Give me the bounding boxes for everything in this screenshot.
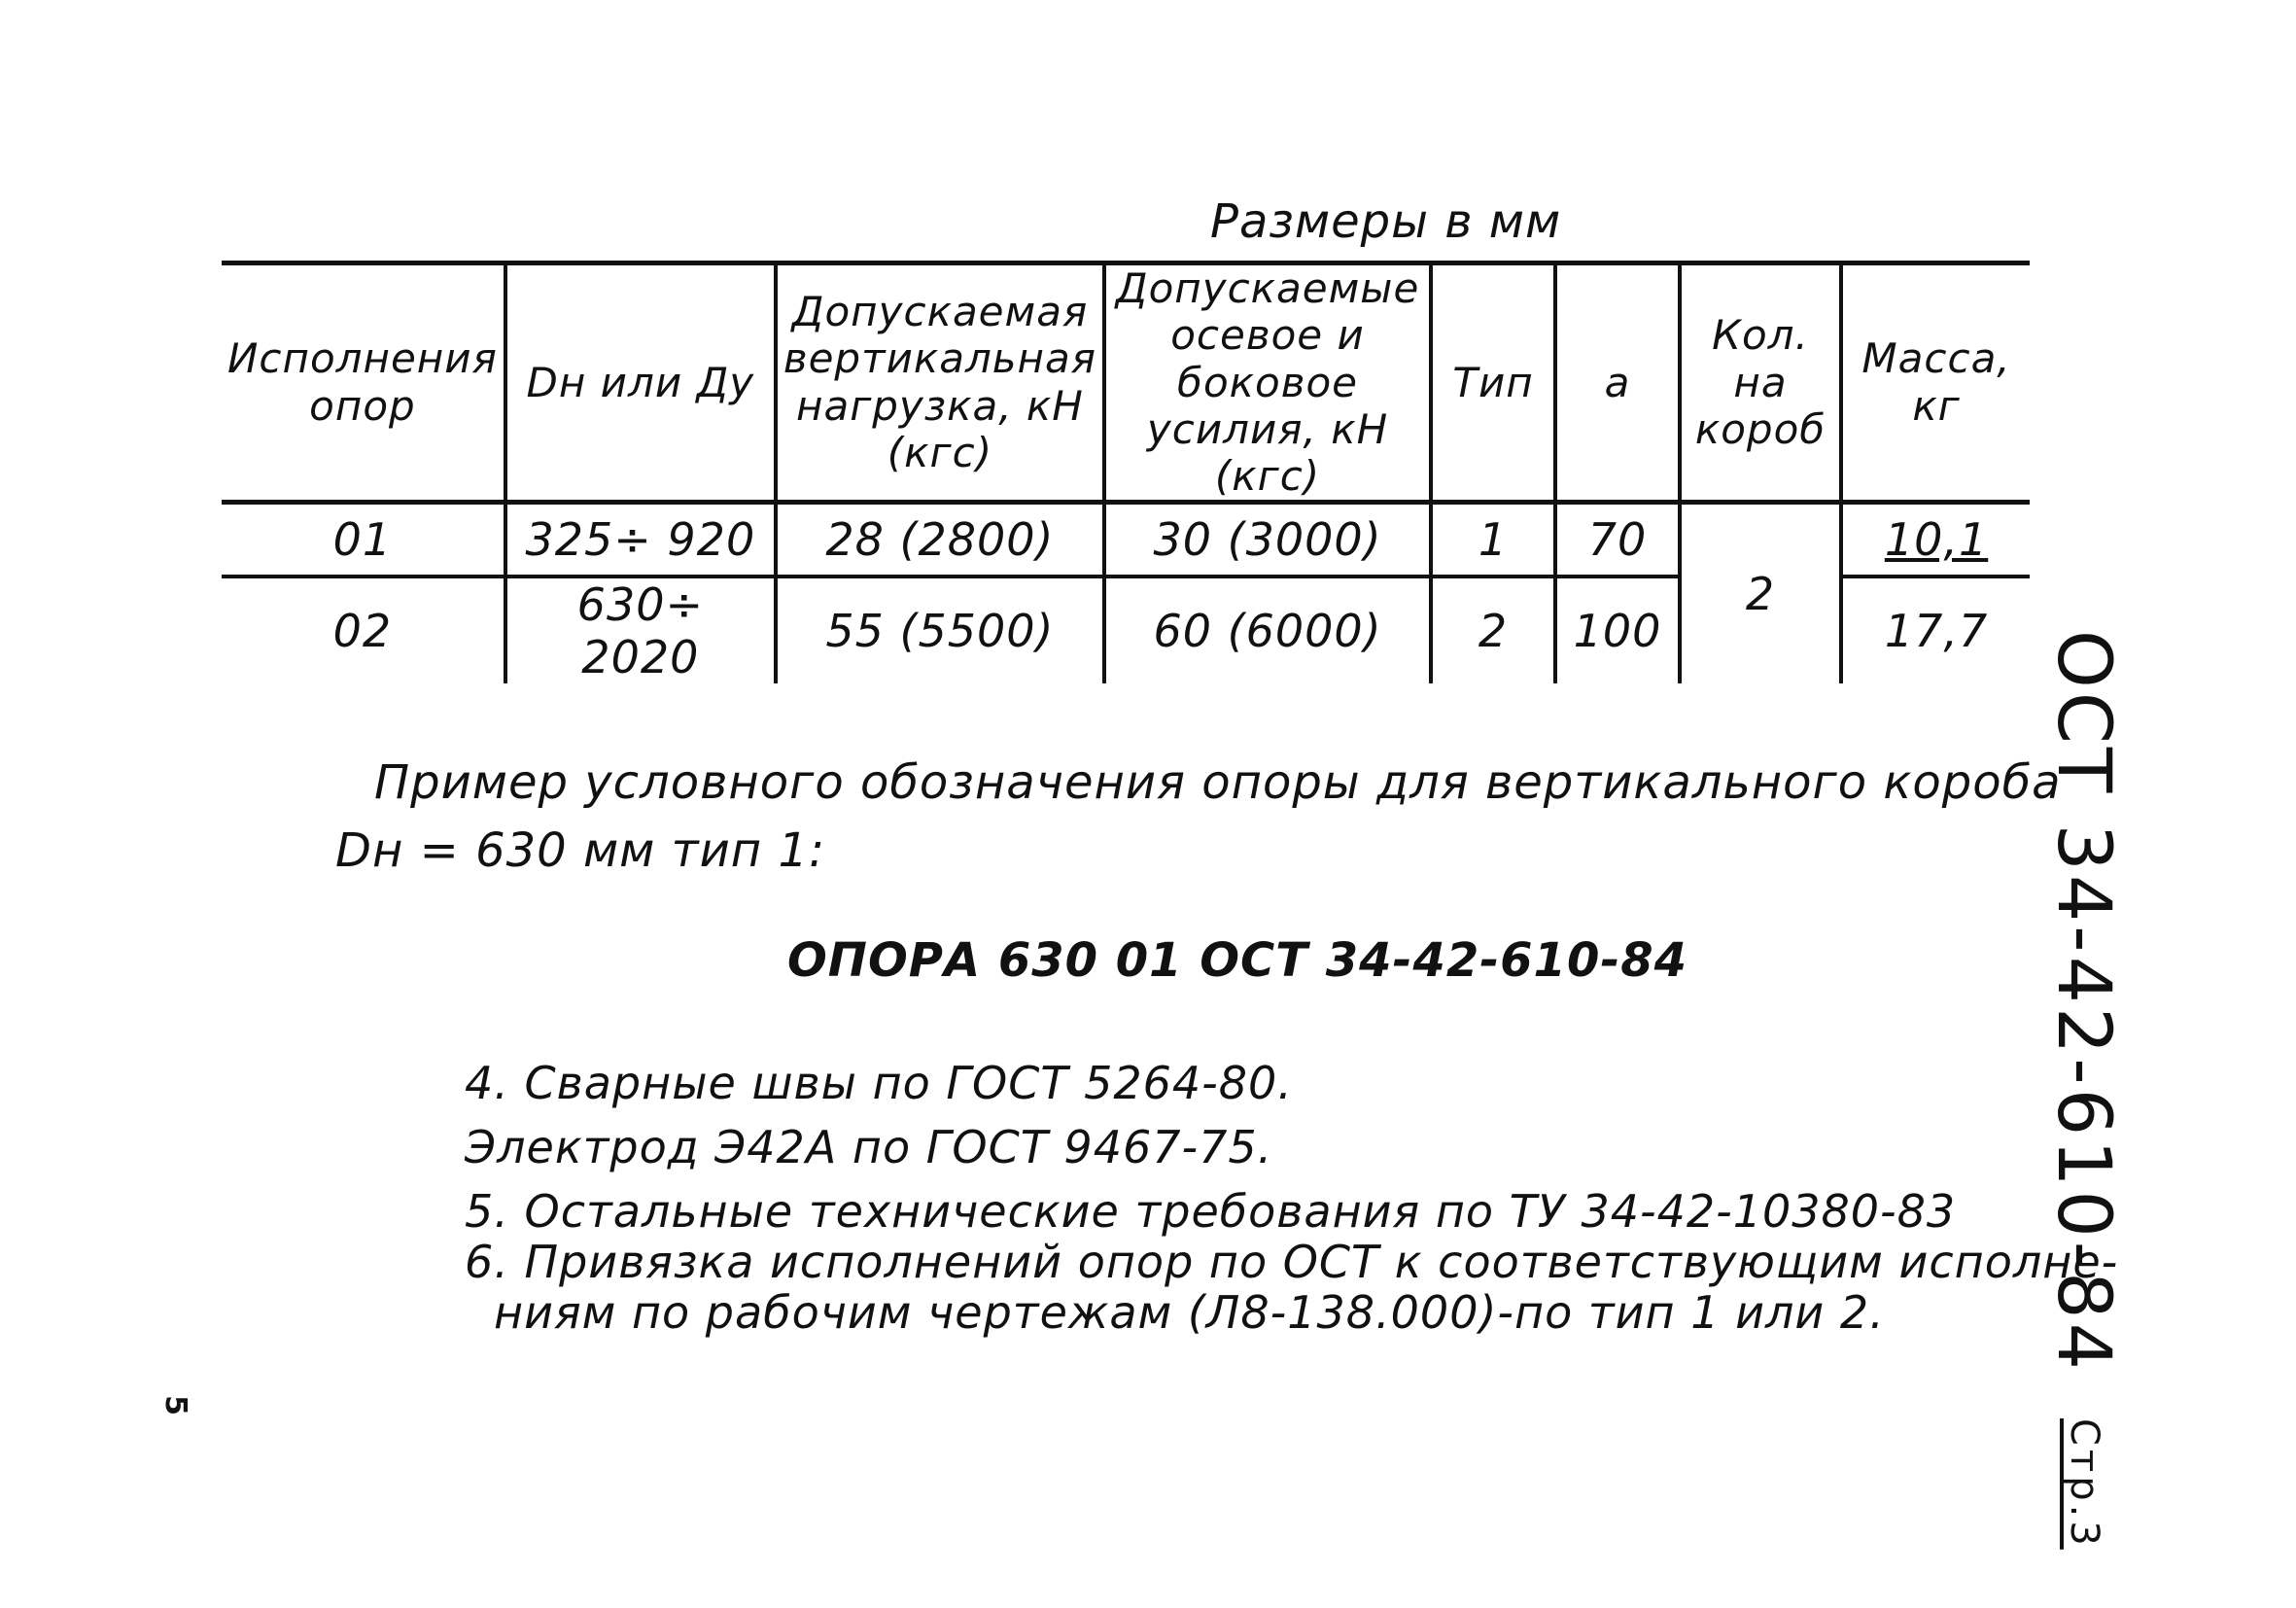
example-symbol: Dн xyxy=(335,823,404,878)
example-rest: = 630 мм тип 1: xyxy=(419,823,826,878)
header-vertical-load: Допускаемая вертикальная нагрузка, кН (кгс) xyxy=(776,263,1104,503)
page-number: 5 xyxy=(157,1395,192,1416)
header-type: Тип xyxy=(1431,263,1555,503)
cell-vload: 55 (5500) xyxy=(776,577,1104,683)
cell-diam: 325÷ 920 xyxy=(505,503,776,577)
standard-code: ОСТ 34-42-610-84 xyxy=(2041,630,2128,1374)
units-note: Размеры в мм xyxy=(1210,194,1562,249)
table-row xyxy=(222,503,2030,577)
note-item: ниям по рабочим чертежам (Л8-138.000)-по тип 1 или 2. xyxy=(494,1286,1885,1339)
cell-hload: 30 (3000) xyxy=(1104,503,1431,577)
cell-diam: 630÷ 2020 xyxy=(505,577,776,683)
page-label: Стр.3 xyxy=(2062,1418,2106,1550)
example-line-1: Пример условного обозначения опоры для вертикального короба xyxy=(374,755,2062,810)
cell-vload: 28 (2800) xyxy=(776,503,1104,577)
header-execution: Исполнения опор xyxy=(227,334,498,430)
note-item: 4. Сварные швы по ГОСТ 5264-80. xyxy=(465,1057,1293,1109)
header-a: a xyxy=(1555,263,1680,503)
header-axial-load: Допускаемые осевое и боковое усилия, кН (кгс) xyxy=(1104,263,1431,503)
header-diameter: Dн или Ду xyxy=(505,263,776,503)
cell-qty: 2 xyxy=(1680,503,1841,684)
cell-type: 1 xyxy=(1431,503,1555,577)
side-standard-code xyxy=(2041,630,2128,1550)
cell-exec: 01 xyxy=(222,503,505,577)
cell-a: 100 xyxy=(1555,577,1680,683)
table-header-row xyxy=(222,263,2030,503)
header-qty: Кол. на короб xyxy=(1680,263,1841,503)
spec-table xyxy=(222,261,2030,683)
cell-a: 70 xyxy=(1555,503,1680,577)
cell-mass: 17,7 xyxy=(1841,577,2030,683)
example-line-2 xyxy=(335,817,2062,885)
cell-mass: 10,1 xyxy=(1841,503,2030,577)
note-item: 5. Остальные технические требования по ТУ 34-42-10380-83 xyxy=(465,1185,1957,1238)
header-mass: Масса, кг xyxy=(1841,263,2030,503)
cell-type: 2 xyxy=(1431,577,1555,683)
notes-list xyxy=(465,1058,2118,1338)
cell-exec: 02 xyxy=(332,605,393,658)
designation-example: ОПОРА 630 01 ОСТ 34-42-610-84 xyxy=(787,933,1688,988)
cell-hload: 60 (6000) xyxy=(1104,577,1431,683)
example-text xyxy=(335,749,2062,885)
note-item: Электрод Э42А по ГОСТ 9467-75. xyxy=(465,1121,1273,1173)
note-item: 6. Привязка исполнений опор по ОСТ к соответствующим исполне- xyxy=(465,1236,2119,1288)
